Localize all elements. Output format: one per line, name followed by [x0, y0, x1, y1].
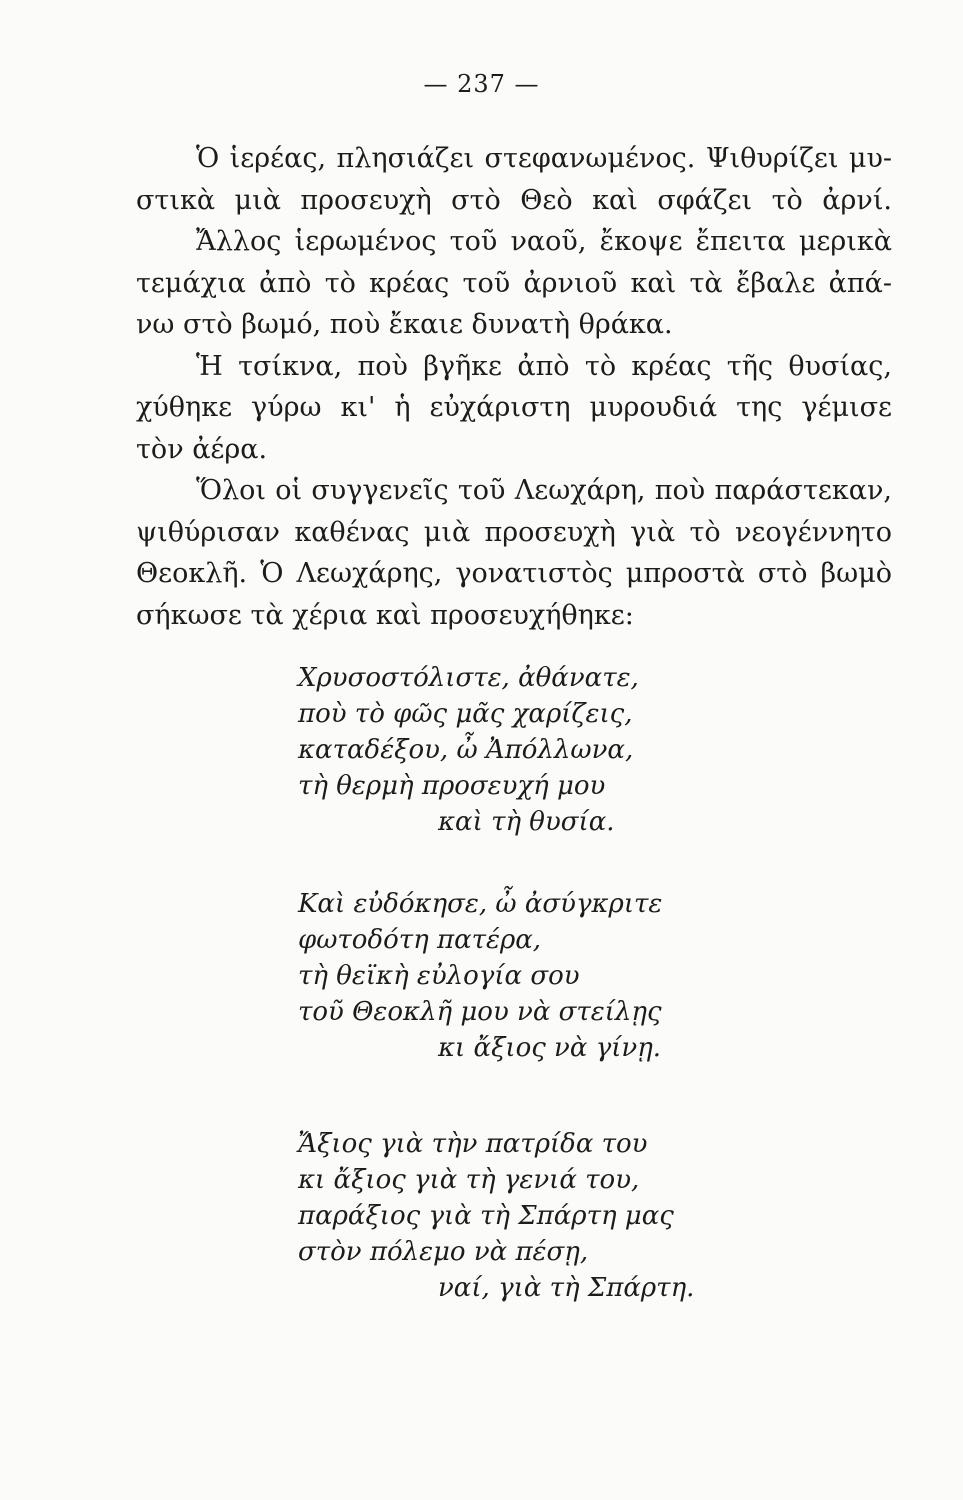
- verse-line: Ἄξιος γιὰ τὴν πατρίδα του: [298, 1129, 648, 1159]
- verse-line: παράξιος γιὰ τὴ Σπάρτη μας: [298, 1201, 674, 1231]
- prose-line: στικὰ μιὰ προσευχὴ στὸ Θεὸ καὶ σφάζει τὸ ἀρνί.: [136, 184, 892, 216]
- prose-line: Ἡ τσίκνα, ποὺ βγῆκε ἀπὸ τὸ κρέας τῆς θυσίας,: [196, 350, 892, 382]
- verse-line: φωτοδότη πατέρα,: [298, 925, 542, 955]
- prose-line: Ὅλοι οἱ συγγενεῖς τοῦ Λεωχάρη, ποὺ παράστεκαν,: [196, 475, 892, 506]
- verse-line: ποὺ τὸ φῶς μᾶς χαρίζεις,: [298, 699, 633, 729]
- prose-line: τὸν ἀέρα.: [136, 433, 268, 465]
- prose-line: χύθηκε γύρω κι' ἡ εὐχάριστη μυρουδιά της γέμισε: [136, 392, 892, 423]
- verse-line: τὴ θεϊκὴ εὐλογία σου: [298, 961, 580, 991]
- prayer-stanza-1: [298, 660, 818, 840]
- verse-line: καὶ τὴ θυσία.: [438, 807, 615, 837]
- prose-line: Ἄλλος ἱερωμένος τοῦ ναοῦ, ἔκοψε ἔπειτα μερικὰ: [196, 226, 892, 257]
- verse-line: ναί, γιὰ τὴ Σπάρτη.: [438, 1273, 695, 1303]
- prose-line: Θεοκλῆ. Ὁ Λεωχάρης, γονατιστὸς μπροστὰ στὸ βωμὸ: [136, 558, 892, 589]
- verse-line: κι ἄξιος νὰ γίνῃ.: [438, 1033, 662, 1063]
- prose-line: Ὁ ἱερέας, πλησιάζει στεφανωμένος. Ψιθυρίζει μυ-: [196, 143, 892, 174]
- verse-line: τὴ θερμὴ προσευχή μου: [298, 771, 606, 801]
- prose-line: τεμάχια ἀπὸ τὸ κρέας τοῦ ἀρνιοῦ καὶ τὰ ἔβαλε ἀπά-: [136, 267, 892, 299]
- verse-line: Καὶ εὐδόκησε, ὦ ἀσύγκριτε: [298, 889, 663, 919]
- prayer-stanza-2: [298, 886, 818, 1066]
- page-number: — 237 —: [423, 70, 540, 98]
- verse-line: στὸν πόλεμο νὰ πέσῃ,: [298, 1237, 589, 1267]
- prose-block: [136, 138, 892, 636]
- verse-line: Χρυσοστόλιστε, ἀθάνατε,: [298, 663, 639, 693]
- prose-line: σήκωσε τὰ χέρια καὶ προσευχήθηκε:: [136, 599, 634, 631]
- verse-line: τοῦ Θεοκλῆ μου νὰ στείλῃς: [298, 997, 662, 1027]
- verse-line: καταδέξου, ὦ Ἀπόλλωνα,: [298, 735, 634, 765]
- verse-line: κι ἄξιος γιὰ τὴ γενιά του,: [298, 1165, 640, 1195]
- prose-line: νω στὸ βωμό, ποὺ ἔκαιε δυνατὴ θράκα.: [136, 309, 673, 340]
- prayer-stanza-3: [298, 1126, 818, 1306]
- prose-line: ψιθύρισαν καθένας μιὰ προσευχὴ γιὰ τὸ νεογέννητο: [136, 516, 892, 548]
